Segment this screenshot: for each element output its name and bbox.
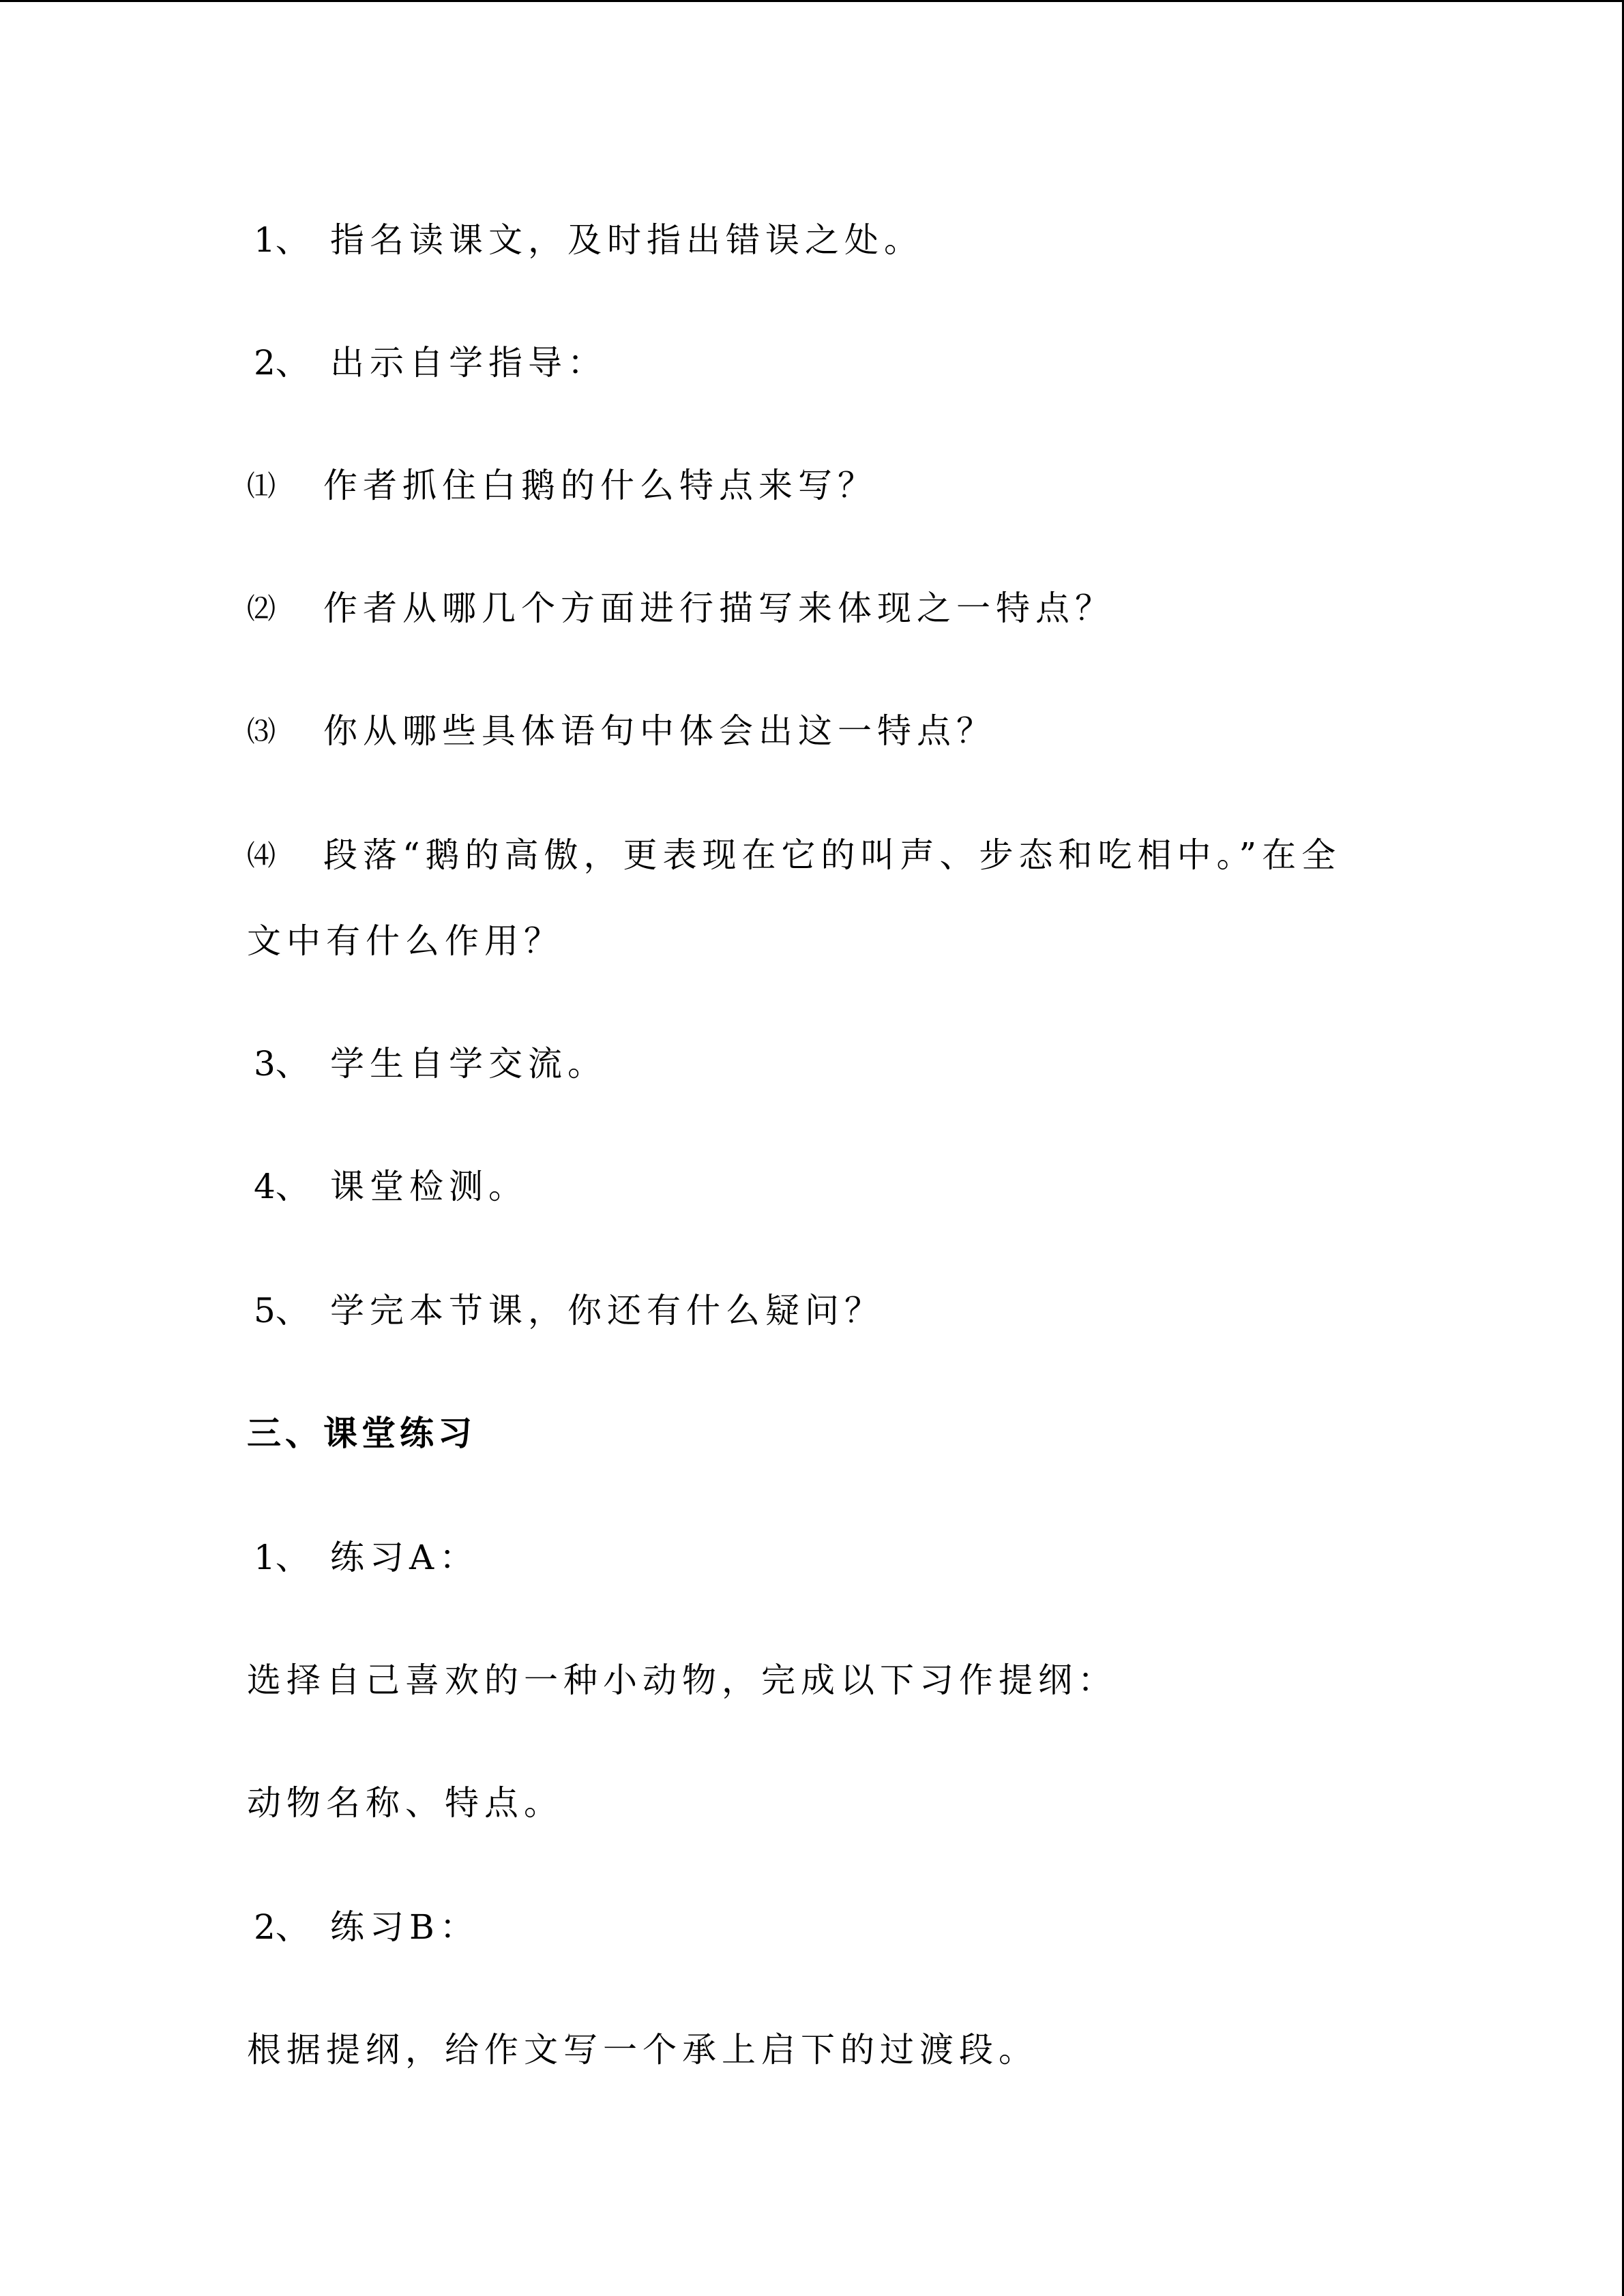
list-item: [247, 711, 996, 752]
item-text: 指名读课文，及时指出错误之处。: [330, 220, 924, 260]
item-number: 5、: [254, 1291, 310, 1330]
section-heading: 三、课堂练习: [247, 1414, 476, 1453]
item-text: 学生自学交流。: [330, 1044, 607, 1084]
item-number: 4、: [254, 1167, 310, 1206]
list-item: [247, 835, 1341, 876]
item-number: ⑴: [247, 469, 276, 503]
item-number: 3、: [254, 1044, 310, 1084]
item-text: 文中有什么作用？: [247, 921, 563, 961]
item-text: 学完本节课，你还有什么疑问？: [330, 1291, 884, 1330]
paragraph-continuation: [247, 921, 563, 961]
item-number: 1、: [254, 220, 310, 260]
item-number: 2、: [254, 1907, 310, 1947]
list-item: [247, 588, 1114, 629]
paragraph: 根据提纲，给作文写一个承上启下的过渡段。: [247, 2030, 1038, 2070]
page-top-border: [0, 0, 1624, 2]
list-item: [247, 465, 877, 507]
item-text: 练习B：: [330, 1907, 479, 1947]
item-text: 课堂检测。: [330, 1167, 528, 1206]
item-text: 练习A：: [330, 1538, 479, 1577]
item-text: 出示自学指导：: [330, 343, 607, 383]
list-item: [254, 1907, 479, 1948]
item-number: ⑶: [247, 715, 276, 748]
list-item: [254, 220, 924, 260]
item-text: 你从哪些具体语句中体会出这一特点？: [323, 711, 996, 751]
list-item: [254, 1166, 528, 1207]
list-item: [254, 1043, 607, 1084]
item-number: 1、: [254, 1538, 310, 1577]
item-number: 2、: [254, 343, 310, 383]
item-text: 作者抓住白鹅的什么特点来写？: [323, 466, 877, 505]
list-item: [254, 1537, 479, 1578]
item-text: 作者从哪几个方面进行描写来体现之一特点？: [323, 588, 1114, 628]
item-text: 段落“鹅的高傲，更表现在它的叫声、步态和吃相中。”在全: [323, 835, 1342, 875]
list-item: [254, 342, 607, 383]
list-item: [254, 1290, 884, 1331]
paragraph: 动物名称、特点。: [247, 1783, 563, 1823]
item-number: ⑷: [247, 839, 276, 872]
paragraph: 选择自己喜欢的一种小动物，完成以下习作提纲：: [247, 1660, 1117, 1700]
item-number: ⑵: [247, 592, 276, 625]
